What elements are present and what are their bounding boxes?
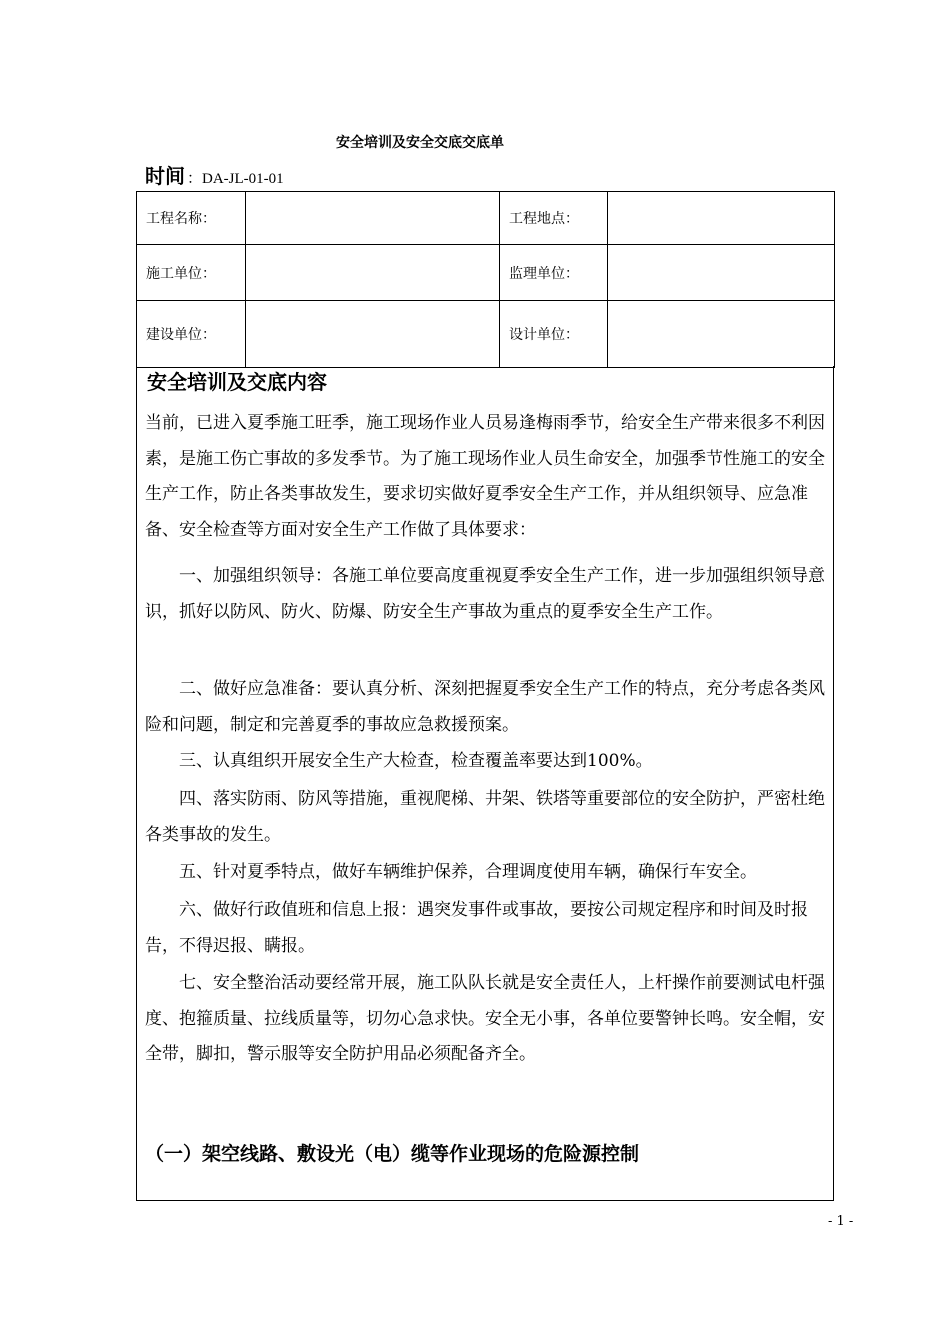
table-row xyxy=(137,245,835,301)
table-row xyxy=(137,301,835,368)
page-number: - 1 - xyxy=(828,1214,854,1229)
construction-unit-label: 施工单位： xyxy=(137,245,246,301)
time-label: 时间 xyxy=(145,164,185,188)
supervision-unit-value xyxy=(608,245,835,301)
document-title: 安全培训及安全交底交底单 xyxy=(336,135,504,151)
item-paragraph-6: 六、做好行政值班和信息上报：遇突发事件或事故，要按公司规定程序和时间及时报告，不得迟报、瞒报。 xyxy=(145,900,808,956)
item-paragraph-7: 七、安全整治活动要经常开展，施工队队长就是安全责任人，上杆操作前要测试电杆强度、抱箍质量、拉线质量等，切勿心急求快。安全无小事，各单位要警钟长鸣。安全帽，安全带，脚扣，警示服等安全防护用品必须配备齐全。 xyxy=(145,973,825,1064)
item-paragraph-5: 五、针对夏季特点，做好车辆维护保养，合理调度使用车辆，确保行车安全。 xyxy=(179,862,757,882)
time-row xyxy=(145,160,284,189)
table-row xyxy=(137,192,835,245)
design-unit-label: 设计单位： xyxy=(500,301,608,368)
project-location-label: 工程地点： xyxy=(500,192,608,245)
item-paragraph-4: 四、落实防雨、防风等措施，重视爬梯、井架、铁塔等重要部位的安全防护，严密杜绝各类事故的发生。 xyxy=(145,789,825,845)
owner-unit-label: 建设单位： xyxy=(137,301,246,368)
intro-paragraph: 当前，已进入夏季施工旺季，施工现场作业人员易逢梅雨季节，给安全生产带来很多不利因素，是施工伤亡事故的多发季节。为了施工现场作业人员生命安全，加强季节性施工的安全生产工作，防止各类事故发生，要求切实做好夏季安全生产工作，并从组织领导、应急准备、安全检查等方面对安全生产工作做了具体要求： xyxy=(145,413,825,540)
owner-unit-value xyxy=(246,301,500,368)
construction-unit-value xyxy=(246,245,500,301)
item-paragraph-2: 二、做好应急准备：要认真分析、深刻把握夏季安全生产工作的特点，充分考虑各类风险和问题，制定和完善夏季的事故应急救援预案。 xyxy=(145,679,825,735)
project-info-table xyxy=(136,191,835,368)
item-paragraph-3: 三、认真组织开展安全生产大检查，检查覆盖率要达到100%。 xyxy=(179,751,653,771)
project-name-value xyxy=(246,192,500,245)
project-name-label: 工程名称： xyxy=(137,192,246,245)
supervision-unit-label: 监理单位： xyxy=(500,245,608,301)
document-code: ：DA-JL-01-01 xyxy=(187,171,284,187)
item-paragraph-1: 一、加强组织领导：各施工单位要高度重视夏季安全生产工作，进一步加强组织领导意识，抓好以防风、防火、防爆、防安全生产事故为重点的夏季安全生产工作。 xyxy=(145,566,825,622)
content-box xyxy=(136,366,834,1201)
section-subheading: （一）架空线路、敷设光（电）缆等作业现场的危险源控制 xyxy=(145,1143,640,1165)
project-location-value xyxy=(608,192,835,245)
content-heading: 安全培训及交底内容 xyxy=(147,370,327,394)
design-unit-value xyxy=(608,301,835,368)
